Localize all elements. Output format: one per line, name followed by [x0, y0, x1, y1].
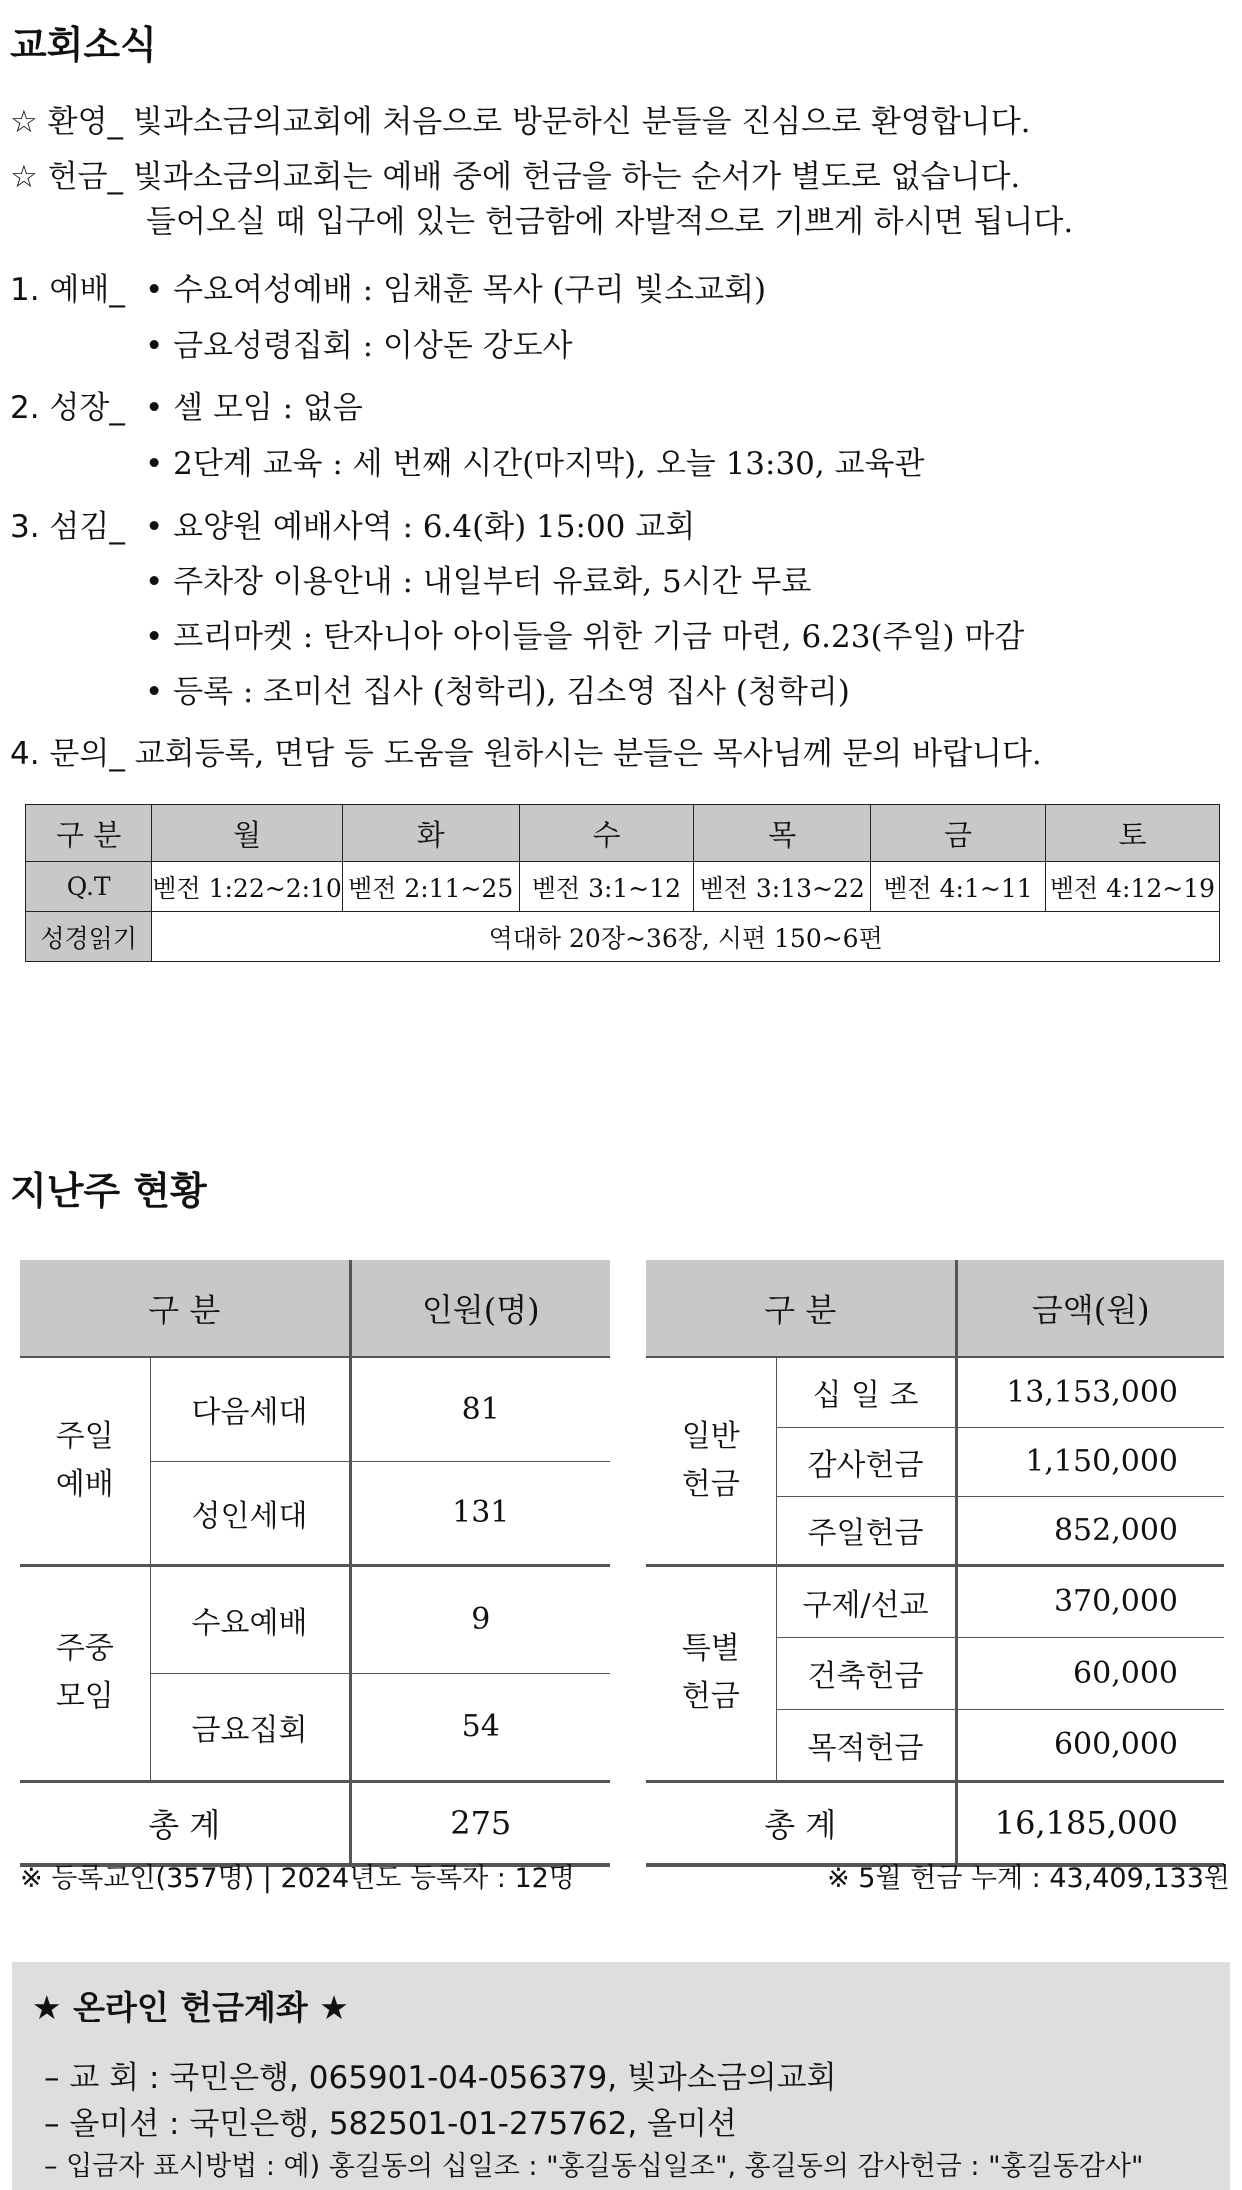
offering-row-value: 852,000	[956, 1496, 1224, 1565]
offering-row-value: 13,153,000	[956, 1357, 1224, 1427]
service-bullet-4: • 등록 : 조미선 집사 (청학리), 김소영 집사 (청학리)	[145, 674, 850, 710]
offering-label: ☆ 헌금_	[10, 159, 124, 195]
attendance-group-weekday: 주중 모임	[20, 1565, 150, 1781]
offering-row-name: 감사헌금	[776, 1427, 956, 1496]
attendance-row-value: 54	[350, 1673, 610, 1781]
offering-line	[10, 151, 1020, 196]
service-bullet-1: • 요양원 예배사역 : 6.4(화) 15:00 교회	[145, 509, 696, 545]
growth-bullet-2: • 2단계 교육 : 세 번째 시간(마지막), 오늘 13:30, 교육관	[145, 446, 925, 482]
offering-text-1: 빛과소금의교회는 예배 중에 헌금을 하는 순서가 별도로 없습니다.	[132, 159, 1021, 195]
attendance-row-name: 금요집회	[150, 1673, 350, 1781]
offering-header-row	[646, 1260, 1224, 1357]
account-line-depositor-guide: – 입금자 표시방법 : 예) 홍길동의 십일조 : "홍길동십일조", 홍길동의 감사헌금 : "홍길동감사"	[44, 2151, 1144, 2182]
offering-row-name: 목적헌금	[776, 1709, 956, 1781]
offering-header-category: 구 분	[646, 1260, 956, 1357]
service-bullet-3: • 프리마켓 : 탄자니아 아이들을 위한 기금 마련, 6.23(주일) 마감	[145, 619, 1025, 655]
attendance-row-name: 수요예배	[150, 1565, 350, 1673]
offering-row-value: 60,000	[956, 1637, 1224, 1709]
offering-table	[646, 1260, 1224, 1867]
attendance-header-category: 구 분	[20, 1260, 350, 1357]
offering-row-value: 1,150,000	[956, 1427, 1224, 1496]
attendance-table	[20, 1260, 610, 1867]
schedule-header-cell: 토	[1045, 805, 1219, 862]
attendance-group-sunday: 주일 예배	[20, 1357, 150, 1565]
schedule-header-cell: 금	[871, 805, 1046, 862]
reading-cell: 역대하 20장~36장, 시편 150~6편	[152, 912, 1220, 962]
inquiry-line	[10, 728, 1042, 773]
offering-total-row	[646, 1781, 1224, 1865]
online-account-box	[12, 1962, 1230, 2190]
table-row	[646, 1565, 1224, 1637]
attendance-row-name: 다음세대	[150, 1357, 350, 1461]
offering-total-label: 총 계	[646, 1781, 956, 1865]
inquiry-label: 4. 문의_	[10, 736, 125, 772]
item-label-worship: 1. 예배_	[10, 272, 125, 308]
offering-group-general: 일반 헌금	[646, 1357, 776, 1565]
attendance-row-value: 81	[350, 1357, 610, 1461]
offering-row-name: 구제/선교	[776, 1565, 956, 1637]
qt-schedule-table	[25, 804, 1220, 962]
monthly-offering-note: ※ 5월 헌금 누계 : 43,409,133원	[827, 1863, 1230, 1894]
growth-bullet-1: • 셀 모임 : 없음	[145, 390, 363, 426]
offering-row-value: 370,000	[956, 1565, 1224, 1637]
qt-cell: 벧전 4:1~11	[871, 862, 1046, 912]
account-line-allmission: – 올미션 : 국민은행, 582501-01-275762, 올미션	[44, 2106, 737, 2142]
offering-group-special: 특별 헌금	[646, 1565, 776, 1781]
welcome-label: ☆ 환영_	[10, 104, 124, 140]
welcome-line	[10, 96, 1031, 141]
qt-cell: 벧전 3:1~12	[519, 862, 694, 912]
offering-row-name: 십 일 조	[776, 1357, 956, 1427]
schedule-header-cell: 목	[694, 805, 871, 862]
attendance-total-row	[20, 1781, 610, 1865]
stats-title: 지난주 현황	[10, 1169, 207, 1213]
qt-cell: 벧전 2:11~25	[342, 862, 519, 912]
schedule-header-cell: 화	[342, 805, 519, 862]
qt-label: Q.T	[26, 862, 152, 912]
qt-row	[26, 862, 1220, 912]
offering-row-value: 600,000	[956, 1709, 1224, 1781]
reading-row	[26, 912, 1220, 962]
inquiry-text: 교회등록, 면담 등 도움을 원하시는 분들은 목사님께 문의 바랍니다.	[134, 736, 1042, 772]
schedule-header-cell: 구 분	[26, 805, 152, 862]
service-bullet-2: • 주차장 이용안내 : 내일부터 유료화, 5시간 무료	[145, 564, 812, 600]
qt-cell: 벧전 1:22~2:10	[152, 862, 342, 912]
offering-total-value: 16,185,000	[956, 1781, 1224, 1865]
news-title: 교회소식	[10, 23, 157, 67]
offering-row-name: 주일헌금	[776, 1496, 956, 1565]
worship-bullet-1: • 수요여성예배 : 임채훈 목사 (구리 빛소교회)	[145, 272, 767, 308]
offering-row-name: 건축헌금	[776, 1637, 956, 1709]
attendance-header-count: 인원(명)	[350, 1260, 610, 1357]
item-label-growth: 2. 성장_	[10, 390, 125, 426]
qt-cell: 벧전 3:13~22	[694, 862, 871, 912]
offering-text-2: 들어오실 때 입구에 있는 헌금함에 자발적으로 기쁘게 하시면 됩니다.	[146, 204, 1074, 240]
attendance-row-value: 131	[350, 1461, 610, 1565]
schedule-header-cell: 월	[152, 805, 342, 862]
attendance-header-row	[20, 1260, 610, 1357]
online-account-title: ★ 온라인 헌금계좌 ★	[32, 1988, 349, 2027]
attendance-total-label: 총 계	[20, 1781, 350, 1865]
worship-bullet-2: • 금요성령집회 : 이상돈 강도사	[145, 328, 573, 364]
item-label-service: 3. 섬김_	[10, 509, 125, 545]
membership-note: ※ 등록교인(357명) | 2024년도 등록자 : 12명	[20, 1863, 575, 1894]
attendance-row-value: 9	[350, 1565, 610, 1673]
attendance-total-value: 275	[350, 1781, 610, 1865]
schedule-header-row	[26, 805, 1220, 862]
qt-cell: 벧전 4:12~19	[1045, 862, 1219, 912]
schedule-header-cell: 수	[519, 805, 694, 862]
attendance-row-name: 성인세대	[150, 1461, 350, 1565]
table-row	[20, 1357, 610, 1461]
table-row	[20, 1565, 610, 1673]
table-row	[646, 1357, 1224, 1427]
welcome-text: 빛과소금의교회에 처음으로 방문하신 분들을 진심으로 환영합니다.	[132, 104, 1031, 140]
offering-header-amount: 금액(원)	[956, 1260, 1224, 1357]
account-line-church: – 교 회 : 국민은행, 065901-04-056379, 빛과소금의교회	[44, 2060, 837, 2096]
reading-label: 성경읽기	[26, 912, 152, 962]
